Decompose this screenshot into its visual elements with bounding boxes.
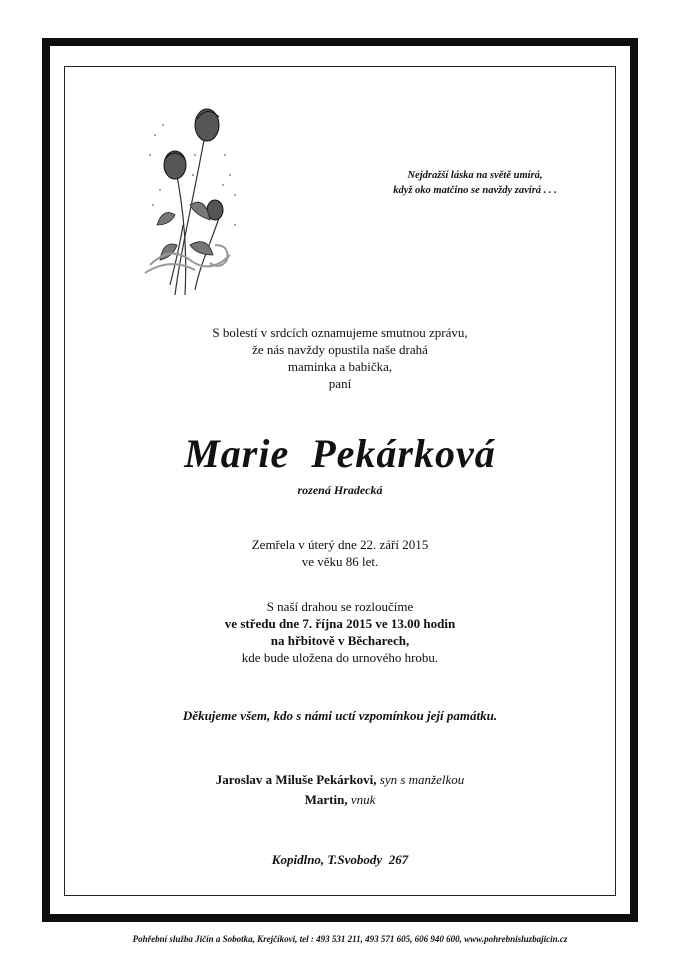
family-list: [100, 770, 580, 810]
family-member: [100, 770, 580, 790]
intro-line-4: paní: [328, 376, 352, 391]
family-member-name: Martin,: [304, 792, 348, 807]
intro-line-1: S bolestí v srdcích oznamujeme smutnou zprávu,: [212, 325, 468, 340]
thanks-text: Děkujeme všem, kdo s námi uctí vzpomínkou její památku.: [182, 708, 498, 723]
announcement-intro: [100, 324, 580, 392]
maiden-name: rozená Hradecká: [297, 483, 383, 497]
motto-line-2: když oko matčino se navždy zavírá . . .: [393, 185, 557, 196]
intro-line-3: maminka a babička,: [287, 359, 393, 374]
death-age: ve věku 86 let.: [301, 554, 379, 569]
motto-verse: [355, 168, 595, 198]
funeral-line-1: S naší drahou se rozloučíme: [266, 599, 414, 614]
death-date: Zemřela v úterý dne 22. září 2015: [251, 537, 429, 552]
family-member: [100, 790, 580, 810]
funeral-info: [100, 598, 580, 666]
funeral-service-footer: Pohřební služba Jičín a Sobotka, Krejčíkovi, tel : 493 531 211, 493 571 605, 606 940 600, www.pohrebnisluzbajicin.cz: [132, 934, 568, 944]
motto-line-1: Nejdražší láska na světě umírá,: [407, 170, 543, 181]
deceased-name: Marie Pekárková: [184, 431, 496, 476]
intro-line-2: že nás navždy opustila naše drahá: [252, 342, 428, 357]
funeral-line-4: kde bude uložena do urnového hrobu.: [241, 650, 439, 665]
family-member-name: Jaroslav a Miluše Pekárkovi,: [215, 772, 377, 787]
flower-bouquet-icon: [135, 95, 245, 305]
funeral-date: ve středu dne 7. října 2015 ve 13.00 hodin: [224, 616, 456, 631]
death-info: [100, 536, 580, 570]
family-member-relation: vnuk: [347, 792, 376, 807]
family-address: Kopidlno, T.Svobody 267: [271, 852, 409, 867]
family-member-relation: syn s manželkou: [376, 772, 465, 787]
funeral-place: na hřbitově v Běcharech,: [270, 633, 410, 648]
